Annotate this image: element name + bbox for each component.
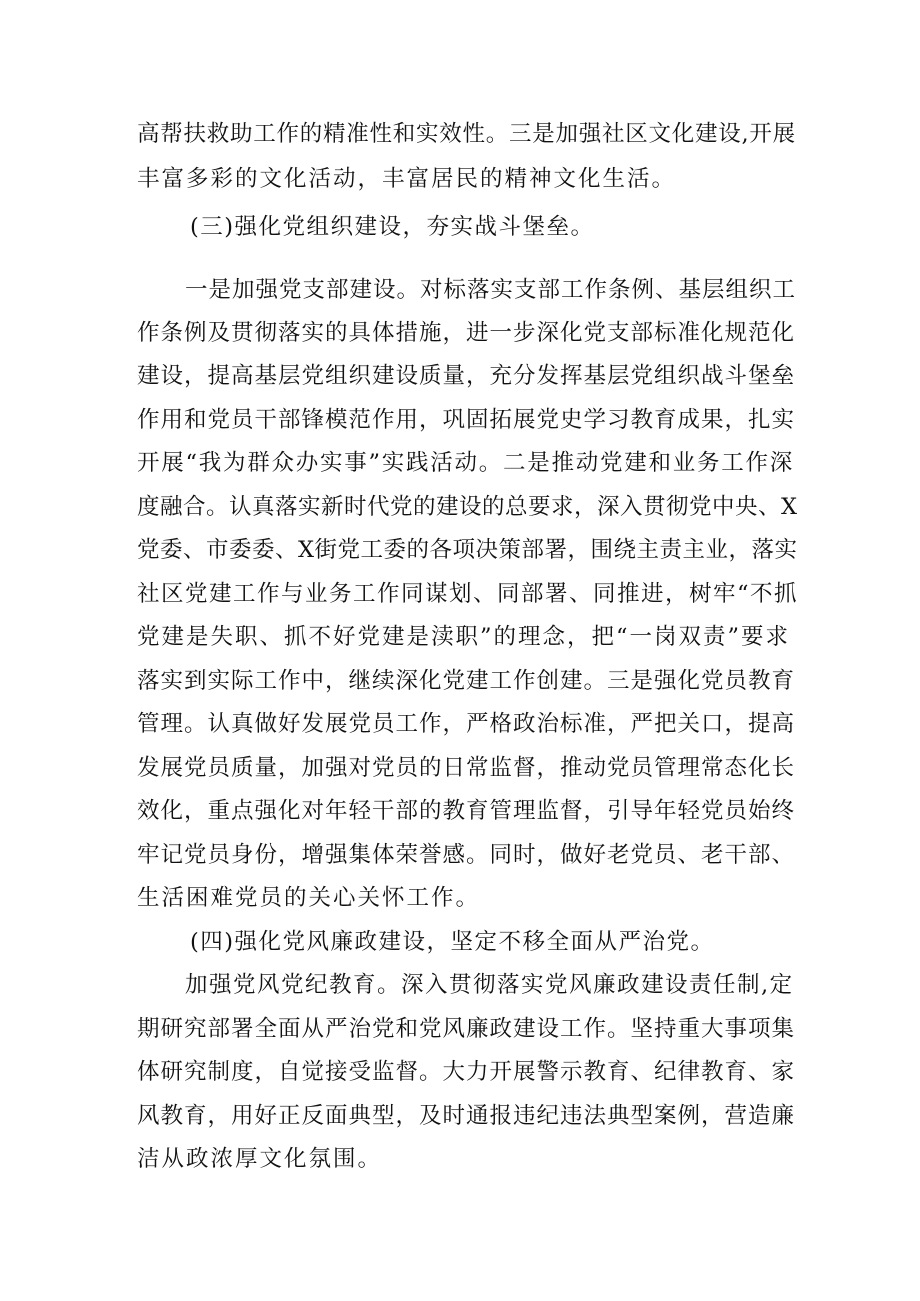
text-line-21: 期研究部署全面从严治党和党风廉政建设工作。坚持重大事项集 (137, 1016, 796, 1042)
text-line-16: 效化，重点强化对年轻干部的教育管理监督，引导年轻党员始终 (137, 798, 796, 824)
text-line-23: 风教育，用好正反面典型，及时通报违纪违法典型案例，营造廉 (137, 1103, 796, 1129)
text-line-5: 作条例及贯彻落实的具体措施，进一步深化党支部标准化规范化 (137, 320, 796, 346)
text-line-10: 党委、市委委、X街党工委的各项决策部署，围绕主责主业，落实 (137, 537, 798, 563)
text-line-12: 党建是失职、抓不好党建是渎职”的理念，把“一岗双责”要求 (137, 624, 791, 650)
section-heading-3: (三)强化党组织建设，夯实战斗堡垒。 (190, 214, 595, 240)
text-line-14: 管理。认真做好发展党员工作，严格政治标准，严把关口，提高 (137, 711, 796, 737)
text-line-15: 发展党员质量，加强对党员的日常监督，推动党员管理常态化长 (137, 755, 796, 781)
text-line-11: 社区党建工作与业务工作同谋划、同部署、同推进，树牢“不抓 (137, 581, 799, 607)
text-line-13: 落实到实际工作中，继续深化党建工作创建。三是强化党员教育 (137, 668, 796, 694)
text-line-17: 牢记党员身份，增强集体荣誉感。同时，做好老党员、老干部、 (137, 842, 796, 868)
text-line-1: 高帮扶救助工作的精准性和实效性。三是加强社区文化建设,开展 (137, 121, 796, 147)
text-line-22: 体研究制度，自觉接受监督。大力开展警示教育、纪律教育、家 (137, 1059, 796, 1085)
section-heading-4: (四)强化党风廉政建设，坚定不移全面从严治党。 (190, 929, 715, 955)
text-line-4: 一是加强党支部建设。对标落实支部工作条例、基层组织工 (185, 277, 797, 303)
text-line-20: 加强党风党纪教育。深入贯彻落实党风廉政建设责任制,定 (185, 972, 794, 998)
text-line-18: 生活困难党员的关心关怀工作。 (137, 885, 481, 911)
text-line-8: 开展“我为群众办实事”实践活动。二是推动党建和业务工作深 (137, 450, 795, 476)
text-line-9: 度融合。认真落实新时代党的建设的总要求，深入贯彻党中央、X (137, 494, 798, 520)
text-line-2: 丰富多彩的文化活动，丰富居民的精神文化生活。 (137, 166, 677, 192)
text-line-7: 作用和党员干部锋模范作用，巩固拓展党史学习教育成果，扎实 (137, 407, 796, 433)
text-line-24: 洁从政浓厚文化氛围。 (137, 1146, 383, 1172)
text-line-6: 建设，提高基层党组织建设质量，充分发挥基层党组织战斗堡垒 (137, 363, 796, 389)
